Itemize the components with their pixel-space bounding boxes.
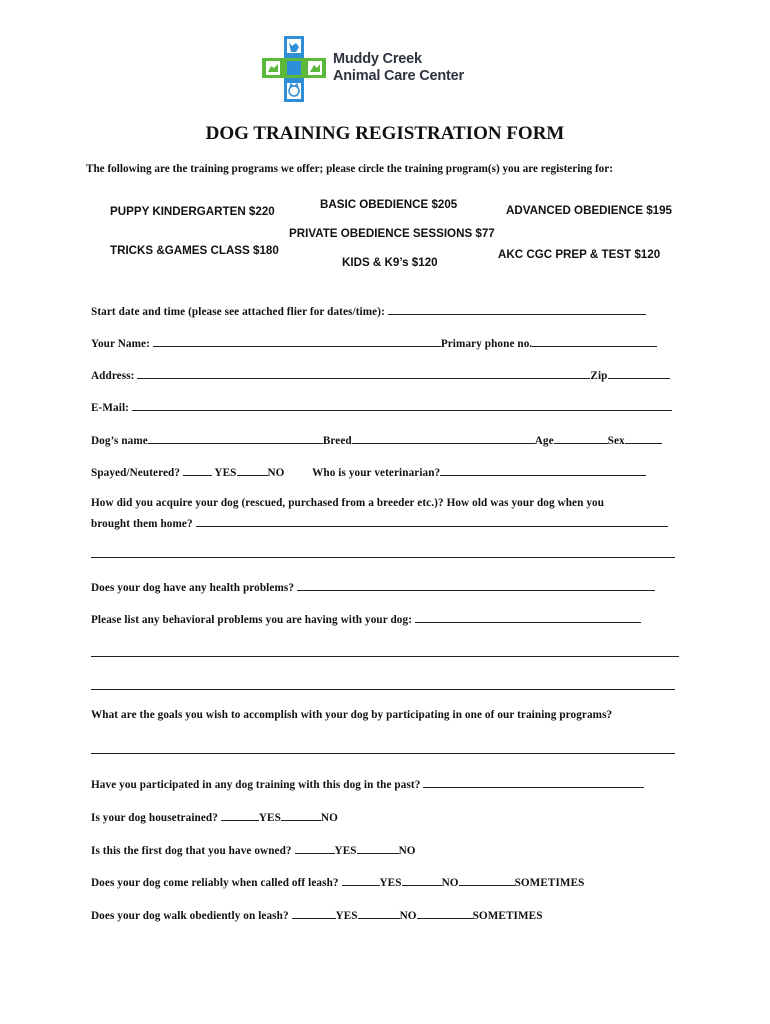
program-akc-cgc[interactable]: AKC CGC PREP & TEST $120 [498, 248, 661, 261]
behavioral-label: Please list any behavioral problems you are having with your dog: [91, 614, 413, 626]
address-row [91, 367, 670, 382]
start-date-row [91, 303, 646, 318]
zip-label: Zip [590, 370, 608, 382]
dogs-name-label: Dog’s name [91, 435, 148, 447]
housetrained-yes-blank[interactable] [221, 809, 259, 821]
spayed-yes-option[interactable]: YES [214, 467, 237, 479]
come-yes-option[interactable]: YES [379, 877, 402, 889]
walk-no-option[interactable]: NO [399, 910, 417, 922]
come-yes-blank[interactable] [342, 874, 380, 886]
come-called-row [91, 874, 584, 889]
spayed-no-option[interactable]: NO [267, 467, 285, 479]
acquire-row-1 [91, 497, 604, 509]
primary-phone-field[interactable] [532, 335, 657, 347]
start-date-label: Start date and time (please see attached flier for dates/time): [91, 306, 385, 318]
housetrained-label: Is your dog housetrained? [91, 812, 218, 824]
housetrained-yes-option[interactable]: YES [258, 812, 281, 824]
spayed-yes-blank[interactable] [183, 464, 212, 476]
sex-label: Sex [607, 435, 625, 447]
health-field[interactable] [297, 579, 655, 591]
walk-sometimes-option[interactable]: SOMETIMES [472, 910, 543, 922]
address-field[interactable] [137, 367, 590, 379]
program-tricks-games[interactable]: TRICKS &GAMES CLASS $180 [110, 244, 279, 257]
come-sometimes-blank[interactable] [459, 874, 515, 886]
clinic-logo [262, 36, 472, 102]
first-dog-label: Is this the first dog that you have owned? [91, 845, 292, 857]
age-field[interactable] [554, 432, 608, 444]
sex-field[interactable] [625, 432, 662, 444]
intro-text: The following are the training programs we offer; please circle the training program(s) you are registering for: [86, 163, 613, 175]
dogs-name-field[interactable] [148, 432, 323, 444]
spayed-label: Spayed/Neutered? [91, 467, 181, 479]
past-training-row [91, 776, 644, 791]
housetrained-no-option[interactable]: NO [320, 812, 338, 824]
start-date-field[interactable] [388, 303, 646, 315]
come-sometimes-option[interactable]: SOMETIMES [514, 877, 585, 889]
come-called-label: Does your dog come reliably when called off leash? [91, 877, 339, 889]
first-dog-no-option[interactable]: NO [398, 845, 416, 857]
acquire-question-line-1: How did you acquire your dog (rescued, purchased from a breeder etc.)? How old was your dog when you [91, 497, 605, 509]
email-label: E-Mail: [91, 402, 129, 414]
brand-name [333, 51, 464, 85]
walk-leash-row [91, 907, 543, 922]
brand-line-1: Muddy Creek [333, 51, 422, 67]
email-field[interactable] [132, 399, 672, 411]
health-label: Does your dog have any health problems? [91, 582, 295, 594]
zip-field[interactable] [608, 367, 670, 379]
program-puppy-kindergarten[interactable]: PUPPY KINDERGARTEN $220 [110, 205, 275, 218]
walk-yes-option[interactable]: YES [335, 910, 358, 922]
breed-label: Breed [322, 435, 352, 447]
dog-info-row [91, 432, 662, 447]
walk-sometimes-blank[interactable] [417, 907, 473, 919]
come-no-option[interactable]: NO [441, 877, 459, 889]
email-row [91, 399, 672, 414]
your-name-field[interactable] [153, 335, 441, 347]
past-training-field[interactable] [423, 776, 644, 788]
acquire-extra-line[interactable] [91, 557, 675, 558]
program-basic-obedience[interactable]: BASIC OBEDIENCE $205 [320, 198, 458, 211]
spayed-row [91, 464, 646, 479]
behavioral-extra-line-2[interactable] [91, 689, 675, 690]
breed-field[interactable] [352, 432, 535, 444]
program-advanced-obedience[interactable]: ADVANCED OBEDIENCE $195 [506, 204, 673, 217]
primary-phone-label: Primary phone no. [440, 338, 533, 350]
health-row [91, 579, 655, 594]
goals-answer-line[interactable] [91, 753, 675, 754]
cross-logo-icon [262, 36, 328, 102]
brand-line-2: Animal Care Center [333, 68, 464, 84]
name-row [91, 335, 657, 350]
goals-label: What are the goals you wish to accomplish with your dog by participating in one of our training programs? [91, 709, 613, 721]
come-no-blank[interactable] [402, 874, 442, 886]
your-name-label: Your Name: [91, 338, 150, 350]
behavioral-field[interactable] [415, 611, 641, 623]
behavioral-row [91, 611, 641, 626]
acquire-field[interactable] [196, 515, 668, 527]
program-private-sessions[interactable]: PRIVATE OBEDIENCE SESSIONS $77 [289, 227, 495, 240]
program-kids-k9[interactable]: KIDS & K9’s $120 [342, 256, 438, 269]
age-label: Age [534, 435, 554, 447]
first-dog-no-blank[interactable] [357, 842, 399, 854]
goals-row [91, 709, 612, 721]
first-dog-yes-blank[interactable] [295, 842, 335, 854]
acquire-row-2 [91, 515, 668, 530]
vet-field[interactable] [440, 464, 646, 476]
past-training-label: Have you participated in any dog training with this dog in the past? [91, 779, 421, 791]
first-dog-yes-option[interactable]: YES [334, 845, 357, 857]
first-dog-row [91, 842, 416, 857]
acquire-question-line-2: brought them home? [91, 518, 193, 530]
form-title: DOG TRAINING REGISTRATION FORM [205, 123, 565, 144]
housetrained-row [91, 809, 338, 824]
behavioral-extra-line-1[interactable] [91, 656, 679, 657]
spayed-no-blank[interactable] [237, 464, 268, 476]
walk-no-blank[interactable] [358, 907, 400, 919]
vet-label: Who is your veterinarian? [312, 467, 441, 479]
address-label: Address: [91, 370, 135, 382]
walk-yes-blank[interactable] [292, 907, 336, 919]
housetrained-no-blank[interactable] [281, 809, 321, 821]
walk-leash-label: Does your dog walk obediently on leash? [91, 910, 289, 922]
